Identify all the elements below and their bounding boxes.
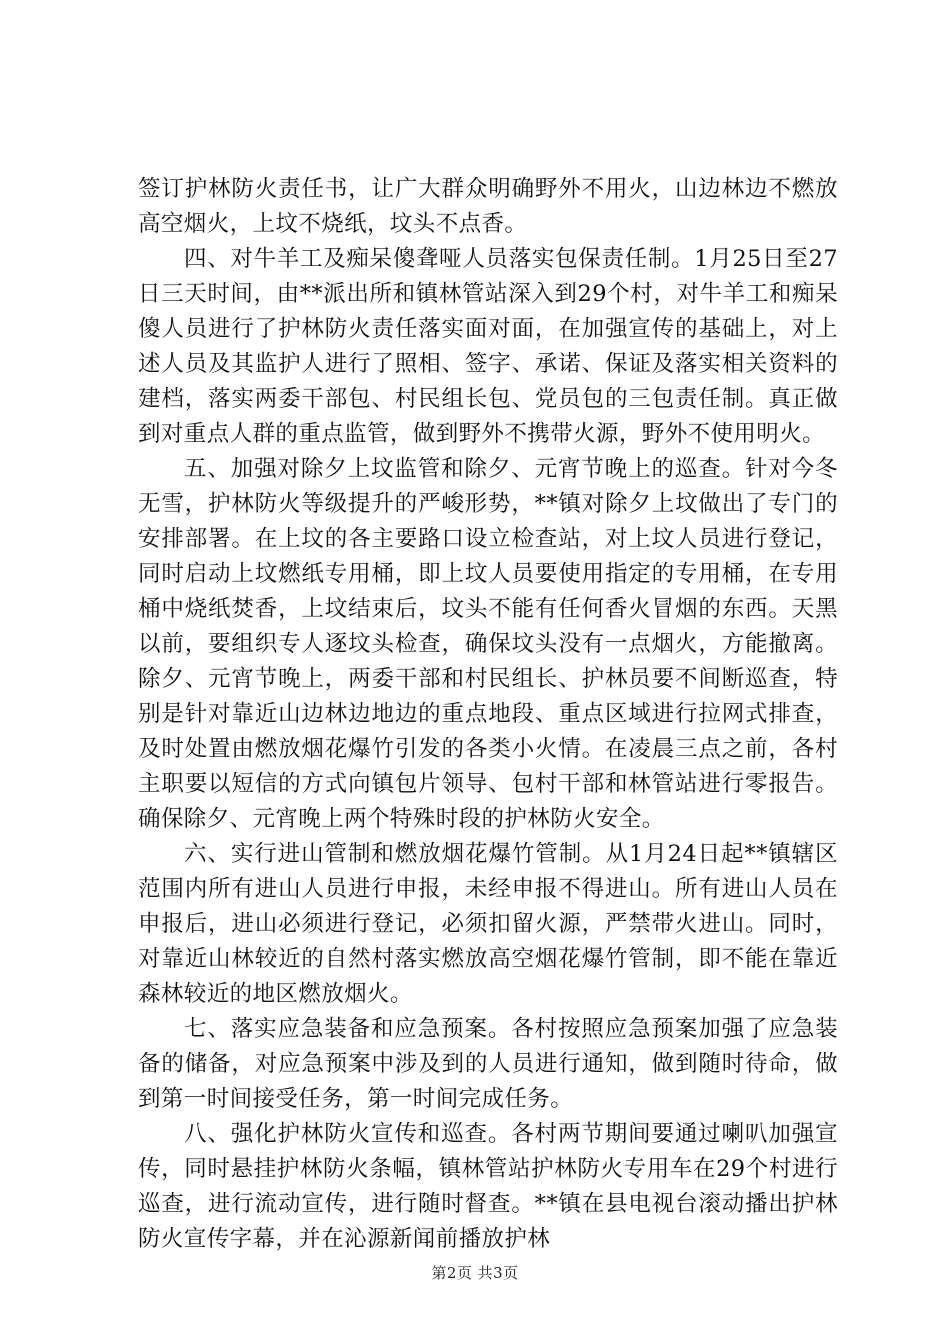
paragraph-section-7: 七、落实应急装备和应急预案。各村按照应急预案加强了应急装备的储备，对应急预案中涉及到的人员进行通知，做到随时待命，做到第一时间接受任务，第一时间完成任务。 bbox=[138, 1016, 838, 1112]
page-footer bbox=[0, 1262, 950, 1283]
paragraph-continuation: 签订护林防火责任书，让广大群众明确野外不用火，山边林边不燃放高空烟火，上坟不烧纸，坟头不点香。 bbox=[138, 176, 838, 237]
page-number-label: 第2页 共3页 bbox=[431, 1264, 519, 1282]
paragraph-section-5: 五、加强对除夕上坟监管和除夕、元宵节晚上的巡查。针对今冬无雪，护林防火等级提升的严峻形势，**镇对除夕上坟做出了专门的安排部署。在上坟的各主要路口设立检查站，对上坟人员进行登记，同时启动上坟燃纸专用桶，即上坟人员要使用指定的专用桶，在专用桶中烧纸焚香，上坟结束后，坟头不能有任何香火冒烟的东西。天黑以前，要组织专人逐坟头检查，确保坟头没有一点烟火，方能撤离。除夕、元宵节晚上，两委干部和村民组长、护林员要不间断巡查，特别是针对靠近山边林边地边的重点地段、重点区域进行拉网式排查，及时处置由燃放烟花爆竹引发的各类小火情。在凌晨三点之前，各村主职要以短信的方式向镇包片领导、包村干部和林管站进行零报告。确保除夕、元宵晚上两个特殊时段的护林防火安全。 bbox=[138, 456, 838, 832]
paragraph-section-4: 四、对牛羊工及痴呆傻聋哑人员落实包保责任制。1月25日至27日三天时间，由**派出所和镇林管站深入到29个村，对牛羊工和痴呆傻人员进行了护林防火责任落实面对面，在加强宣传的基础上，对上述人员及其监护人进行了照相、签字、承诺、保证及落实相关资料的建档，落实两委干部包、村民组长包、党员包的三包责任制。真正做到对重点人群的重点监管，做到野外不携带火源，野外不使用明火。 bbox=[138, 246, 838, 447]
paragraph-section-6: 六、实行进山管制和燃放烟花爆竹管制。从1月24日起**镇辖区范围内所有进山人员进行申报，未经申报不得进山。所有进山人员在申报后，进山必须进行登记，必须扣留火源，严禁带火进山。同时，对靠近山林较近的自然村落实燃放高空烟花爆竹管制，即不能在靠近森林较近的地区燃放烟火。 bbox=[138, 841, 838, 1007]
paragraph-section-8: 八、强化护林防火宣传和巡查。各村两节期间要通过喇叭加强宣传，同时悬挂护林防火条幅，镇林管站护林防火专用车在29个村进行巡查，进行流动宣传，进行随时督查。**镇在县电视台滚动播出护林防火宣传字幕，并在沁源新闻前播放护林 bbox=[138, 1121, 838, 1252]
document-body bbox=[138, 172, 838, 1257]
